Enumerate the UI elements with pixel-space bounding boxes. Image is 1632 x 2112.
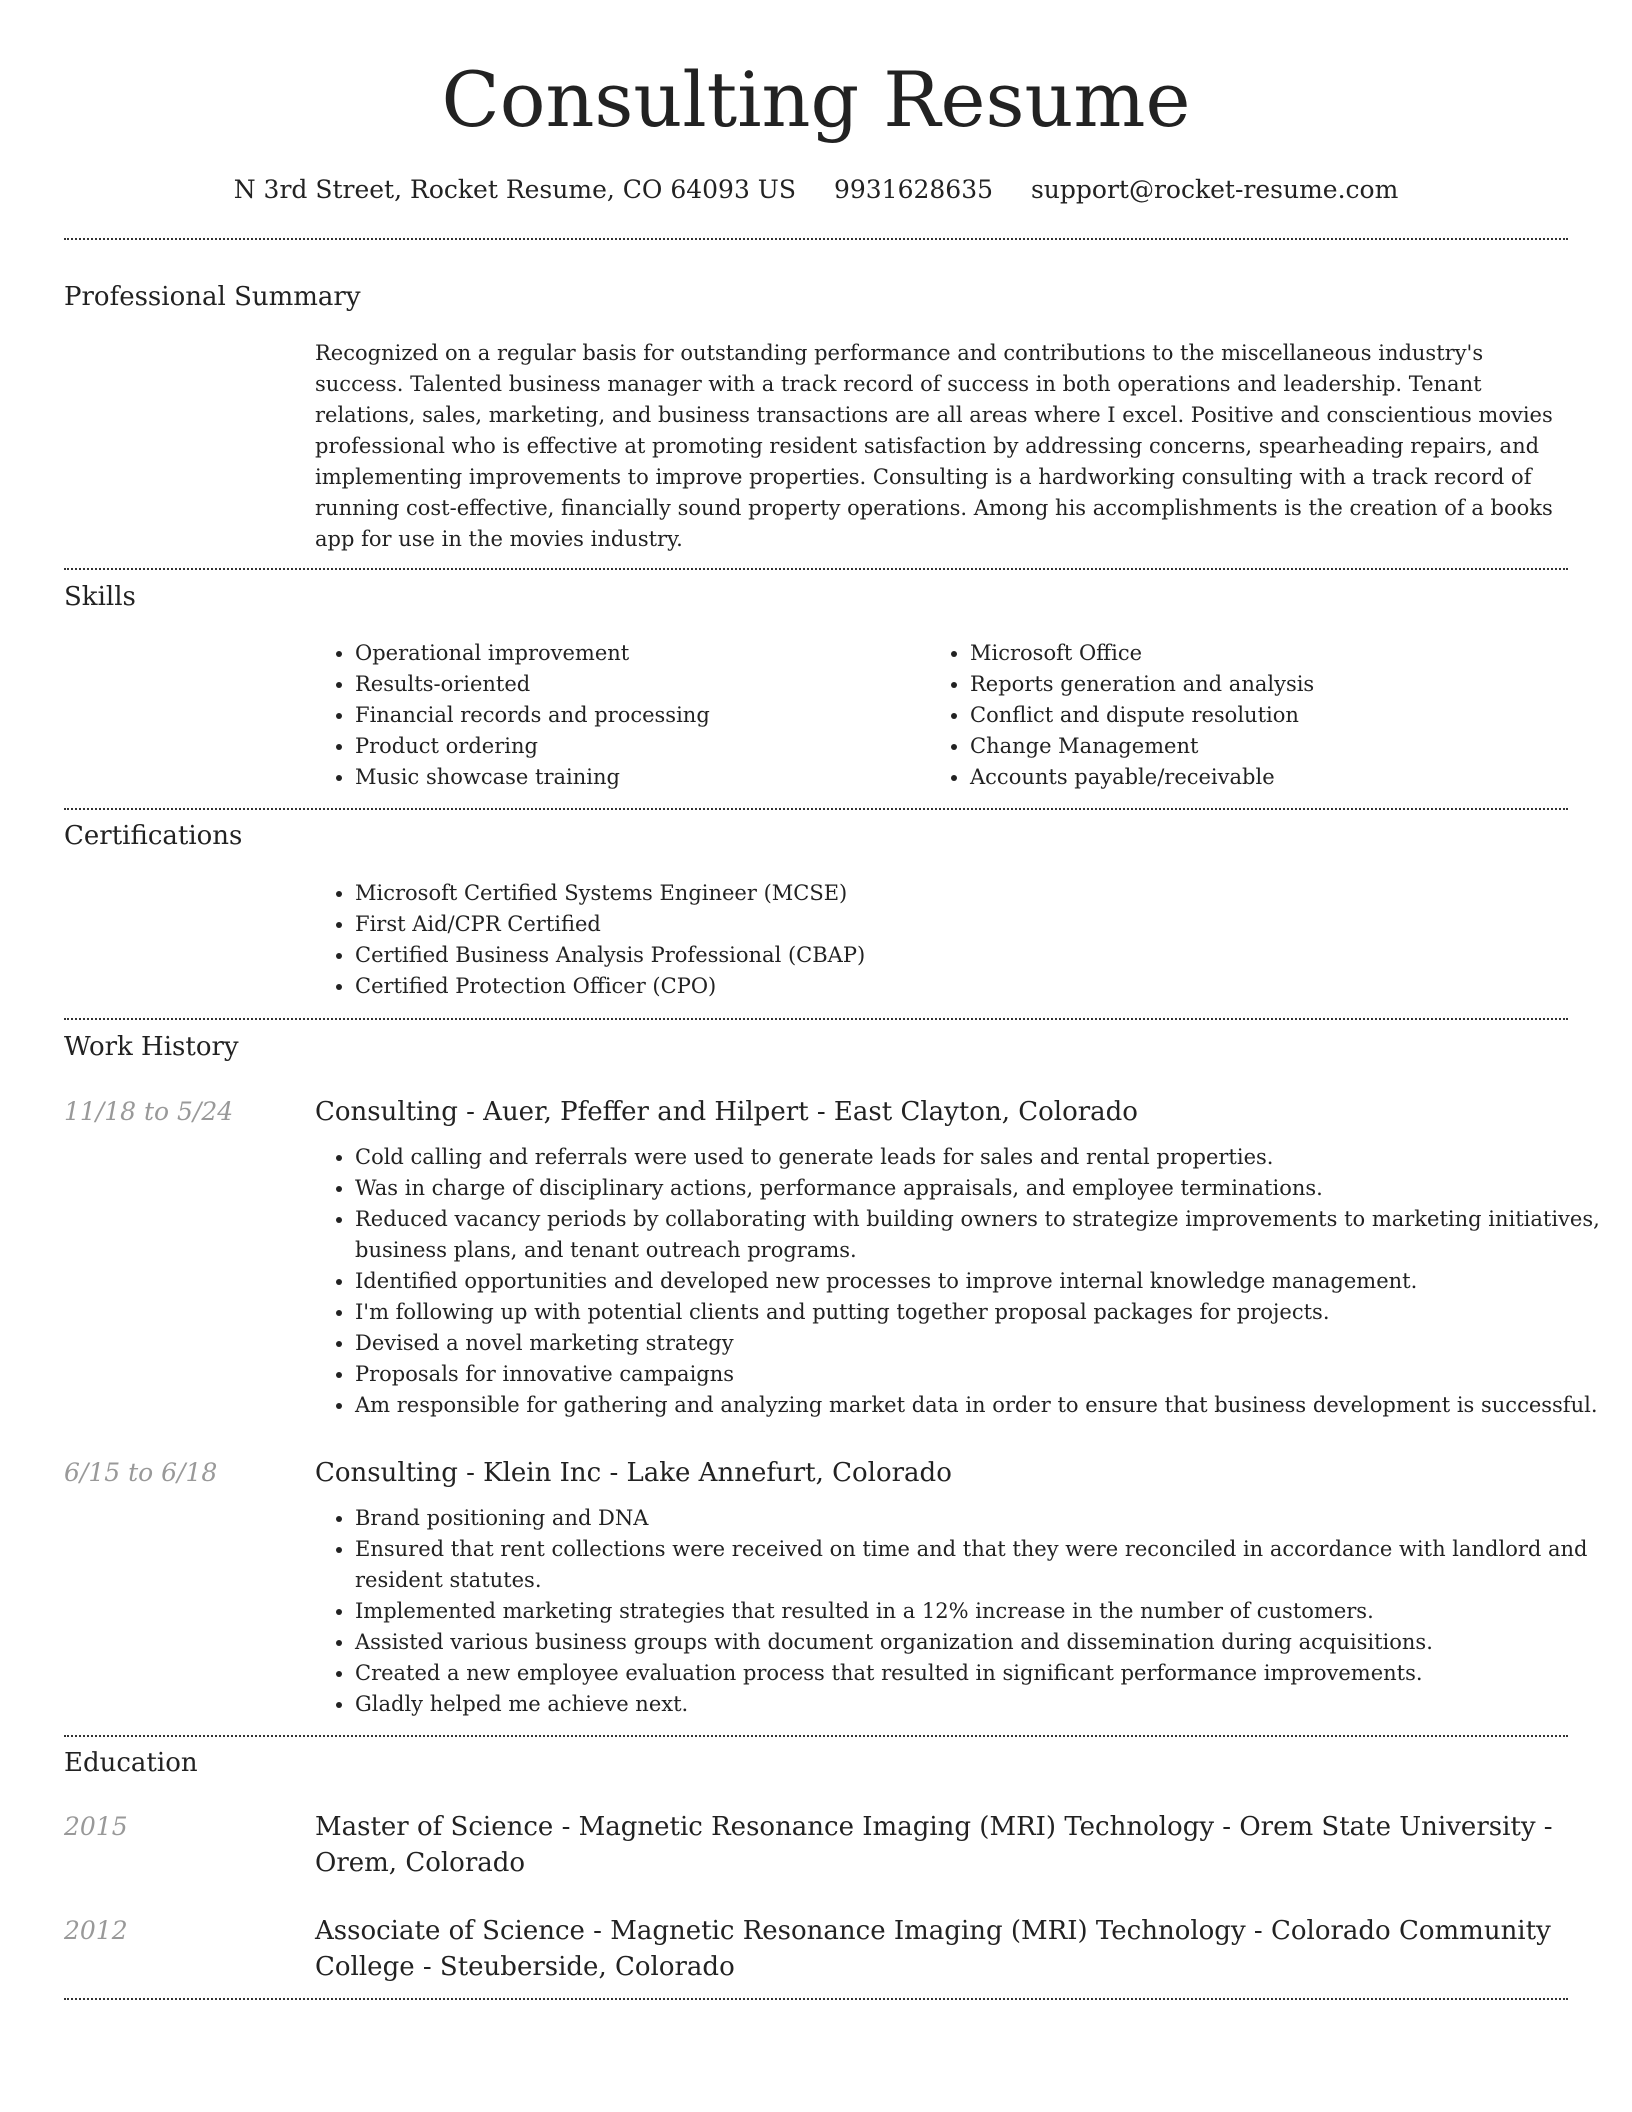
- list-item: • I'm following up with potential clients and putting together proposal packages for projects.: [355, 1297, 1608, 1328]
- list-item: • Proposals for innovative campaigns: [355, 1359, 1608, 1390]
- contact-phone: 9931628635: [833, 175, 994, 204]
- list-item: • Conflict and dispute resolution: [970, 700, 1570, 731]
- list-item: • Product ordering: [355, 731, 915, 762]
- section-divider: [64, 808, 1568, 810]
- job-dates: 6/15 to 6/18: [64, 1458, 218, 1487]
- education-year: 2015: [64, 1812, 128, 1841]
- list-item: • Created a new employee evaluation process that resulted in significant performance improvements.: [355, 1658, 1608, 1689]
- list-item: • Music showcase training: [355, 762, 915, 793]
- list-item: • Implemented marketing strategies that resulted in a 12% increase in the number of customers.: [355, 1596, 1608, 1627]
- list-item: • Certified Protection Officer (CPO): [355, 971, 1555, 1002]
- list-item: • Identified opportunities and developed new processes to improve internal knowledge management.: [355, 1266, 1608, 1297]
- job-title: Consulting - Klein Inc - Lake Annefurt, Colorado: [315, 1458, 952, 1488]
- education-year: 2012: [64, 1916, 128, 1945]
- list-item: • Assisted various business groups with document organization and dissemination during acquisitions.: [355, 1627, 1608, 1658]
- section-divider: [64, 238, 1568, 240]
- work-heading: Work History: [64, 1032, 239, 1062]
- list-item: • Financial records and processing: [355, 700, 915, 731]
- skills-heading: Skills: [64, 582, 136, 612]
- list-item: • Microsoft Certified Systems Engineer (MCSE): [355, 878, 1555, 909]
- list-item: • Devised a novel marketing strategy: [355, 1328, 1608, 1359]
- certifications-heading: Certifications: [64, 821, 243, 851]
- list-item: • Microsoft Office: [970, 638, 1570, 669]
- list-item: • Certified Business Analysis Professional (CBAP): [355, 940, 1555, 971]
- job-dates: 11/18 to 5/24: [64, 1097, 234, 1126]
- education-entry: Associate of Science - Magnetic Resonance Imaging (MRI) Technology - Colorado Community College - Steuberside, Colorado: [315, 1916, 1551, 1982]
- list-item: • Change Management: [970, 731, 1570, 762]
- list-item: • Ensured that rent collections were received on time and that they were reconciled in accordance with landlord and resident statutes.: [355, 1534, 1608, 1596]
- education-entry: Master of Science - Magnetic Resonance Imaging (MRI) Technology - Orem State University - Orem, Colorado: [315, 1812, 1553, 1878]
- resume-name: Consulting Resume: [441, 55, 1191, 144]
- summary-text: Recognized on a regular basis for outstanding performance and contributions to the miscellaneous industry's success. Talented business manager with a track record of success in both operations and leadership. Tenant relations, sales, marketing, and business transactions are all areas where I excel. Positive and conscientious movies professional who is effective at promoting resident satisfaction by addressing concerns, spearheading repairs, and implementing improvements to improve properties. Consulting is a hardworking consulting with a track record of running cost-effective, financially sound property operations. Among his accomplishments is the creation of a books app for use in the movies industry.: [315, 341, 1553, 551]
- list-item: • Cold calling and referrals were used to generate leads for sales and rental properties.: [355, 1142, 1608, 1173]
- job-bullets: [311, 1142, 1608, 1421]
- list-item: • Operational improvement: [355, 638, 915, 669]
- job-bullets: [311, 1503, 1608, 1720]
- list-item: • Gladly helped me achieve next.: [355, 1689, 1608, 1720]
- education-heading: Education: [64, 1748, 198, 1778]
- section-divider: [64, 568, 1568, 570]
- list-item: • First Aid/CPR Certified: [355, 909, 1555, 940]
- summary-heading: Professional Summary: [64, 282, 361, 312]
- contact-address: N 3rd Street, Rocket Resume, CO 64093 US: [233, 175, 796, 204]
- contact-line: [0, 170, 1632, 210]
- contact-email: support@rocket-resume.com: [1030, 175, 1399, 204]
- list-item: • Brand positioning and DNA: [355, 1503, 1608, 1534]
- list-item: • Am responsible for gathering and analyzing market data in order to ensure that business development is successful.: [355, 1390, 1608, 1421]
- certifications-list: [311, 878, 1555, 1002]
- list-item: • Results-oriented: [355, 669, 915, 700]
- list-item: • Reduced vacancy periods by collaborating with building owners to strategize improvements to marketing initiatives, business plans, and tenant outreach programs.: [355, 1204, 1608, 1266]
- section-divider: [64, 1998, 1568, 2000]
- section-divider: [64, 1735, 1568, 1737]
- job-title: Consulting - Auer, Pfeffer and Hilpert - East Clayton, Colorado: [315, 1097, 1138, 1127]
- skills-list-right: [926, 638, 1570, 793]
- list-item: • Accounts payable/receivable: [970, 762, 1570, 793]
- list-item: • Was in charge of disciplinary actions, performance appraisals, and employee terminations.: [355, 1173, 1608, 1204]
- section-divider: [64, 1018, 1568, 1020]
- list-item: • Reports generation and analysis: [970, 669, 1570, 700]
- skills-list-left: [311, 638, 915, 793]
